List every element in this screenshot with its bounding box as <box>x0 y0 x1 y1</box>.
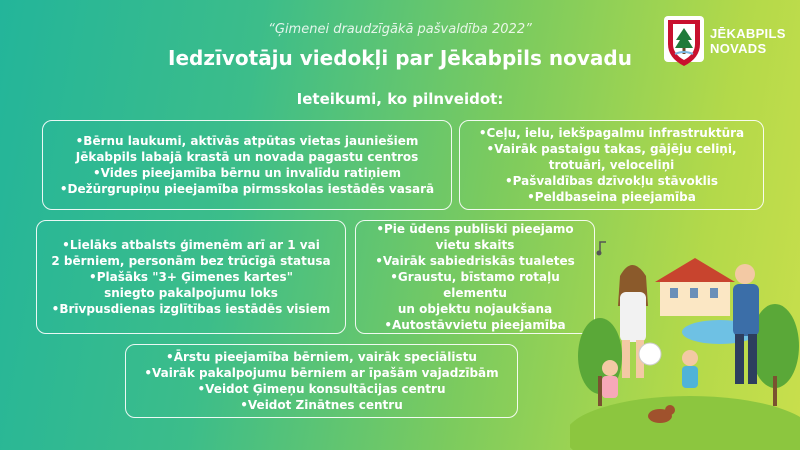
list-item: •Ceļu, ielu, iekšpagalmu infrastruktūra <box>478 126 745 140</box>
section-heading: Ieteikumi, ko pilnveidot: <box>296 90 504 108</box>
list-item: •Peldbaseina pieejamība <box>527 190 696 204</box>
municipality-logo <box>662 14 792 74</box>
list-item: •Vairāk pastaigu takas, gājēju celiņi, <box>486 142 737 156</box>
suggestion-box-family-support <box>36 220 346 334</box>
list-item: un objektu nojaukšana <box>397 302 553 316</box>
list-item: •Plašāks "3+ Ģimenes kartes" <box>89 270 293 284</box>
list-item: •Veidot Zinātnes centru <box>240 398 403 412</box>
list-item: •Vairāk pakalpojumu bērniem ar īpašām vajadzībām <box>144 366 499 380</box>
list-item: •Pie ūdens publiski pieejamo <box>376 222 574 236</box>
suggestion-box-playgrounds <box>42 120 452 210</box>
campaign-subtitle: “Ģimenei draudzīgākā pašvaldība 2022” <box>268 22 532 37</box>
list-item: •Vairāk sabiedriskās tualetes <box>375 254 575 268</box>
list-item: •Autostāvvietu pieejamība <box>384 318 566 332</box>
list-item: sniegto pakalpojumu loks <box>104 286 278 300</box>
list-item: •Veidot Ģimeņu konsultācijas centru <box>197 382 446 396</box>
page-title: Iedzīvotāju viedokļi par Jēkabpils novadu <box>168 46 632 70</box>
list-item: vietu skaits <box>435 238 515 252</box>
list-item: •Lielāks atbalsts ģimenēm arī ar 1 vai <box>62 238 320 252</box>
list-item: •Pašvaldības dzīvokļu stāvoklis <box>504 174 719 188</box>
suggestion-box-infrastructure <box>459 120 764 210</box>
logo-text-line2: NOVADS <box>710 41 767 56</box>
list-item: 2 bērniem, personām bez trūcīgā statusa <box>51 254 331 268</box>
list-item: •Bērnu laukumi, aktīvās atpūtas vietas jauniešiem <box>75 134 419 148</box>
list-item: Jēkabpils labajā krastā un novada pagastu centros <box>75 150 419 164</box>
list-item: •Graustu, bīstamo rotaļu elementu <box>390 270 560 300</box>
list-item: trotuāri, veloceliņi <box>548 158 675 172</box>
list-item: •Vides pieejamība bērnu un invalīdu ratiņiem <box>92 166 402 180</box>
list-item: •Brīvpusdienas izglītības iestādēs visiem <box>51 302 331 316</box>
list-item: •Dežūrgrupiņu pieejamība pirmsskolas iestādēs vasarā <box>59 182 435 196</box>
logo-text-line1: JĒKABPILS <box>710 26 786 41</box>
suggestion-box-health-services <box>125 344 518 418</box>
list-item: •Ārstu pieejamība bērniem, vairāk speciālistu <box>166 350 477 364</box>
suggestion-box-public-spaces <box>355 220 595 334</box>
coat-of-arms-icon <box>662 14 706 70</box>
family-park-illustration <box>570 236 800 450</box>
